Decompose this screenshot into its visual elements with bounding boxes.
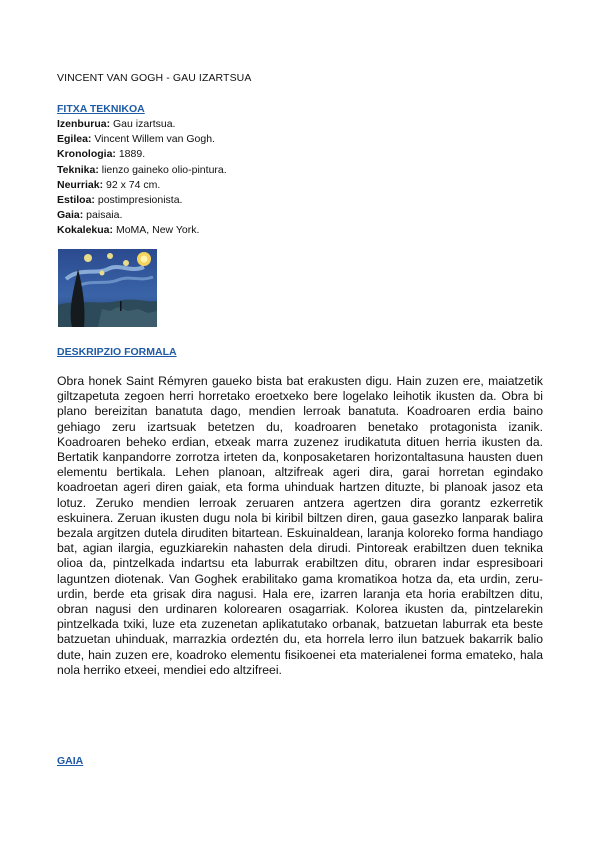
formal-description-paragraph: Obra honek Saint Rémyren gaueko bista bat erakusten digu. Hain zuzen ere, maiatzetik giltzapetuta zegoen herri horretako eroetxeko bere logelako leihotik ikusten da. Obra bi plano bereizitan banatuta dago, mendien lerroak banatuta. Koadroaren erdia baino gehiago zeru izartsuak betetzen du, koadroaren benetako protagonista izanik. Koadroaren beheko erdian, etxeak marra zuzenez irudikatuta dituen herria ikusten da. Bertatik kanpandorre zorrotza irteten da, konposaketaren horizontaltasuna hausten duen elementu bertikala. Lehen planoan, altzifreak ageri dira, garai horretan egindako koadroetan ageri diren gaiak, eta forma uhinduak hartzen dituzte, bi planoak jasoz eta lotuz. Zeruko mendien lerroak zeruaren antzera agertzen dira gorantz ezkerretik eskuinera. Zeruan ikusten dugu nola bi kiribil biltzen diren, gaua gasezko lanparak balira bezala argitzen dutela diruditen bitartean. Eskuinaldean, laranja koloreko forma handiago bat, agian ilargia, eguzkiarekin nahasten dela dirudi. Pintoreak erabiltzen duen teknika olioa da, pintzelkada indartsu eta laburrak erabiltzen ditu, obraren indar espresiboari laguntzen diotenak. Van Goghek erabilitako gama kromatikoa hotza da, eta urdin, zeru-urdin, berde eta grisak dira nagusi. Hala ere, izarren laranja eta horia erabiltzen ditu, obran nagusi den urdinaren kolorearen osagarriak. Kolorea ikusten da, pintzelarekin pintzelkada txiki, luze eta zuzenetan aplikatutako orbanak, batzuetan laburrak eta beste batzuetan uhinduak, marrazkia ordeztén du, eta horrela lerro ilun batzuek bakarrik balio dute, hain zuzen ere, koadroko elementu fisikoenei eta materialenei forma emateko, hala nola herriko etxeei, mendiei edo altzifreei. bbox=[57, 374, 543, 677]
tech-row bbox=[57, 147, 227, 162]
document-title: VINCENT VAN GOGH - GAU IZARTSUA bbox=[57, 72, 252, 84]
tech-row bbox=[57, 208, 227, 223]
tech-row bbox=[57, 223, 227, 238]
tech-row-label: Egilea: bbox=[57, 133, 92, 146]
tech-row-value: Gau izartsua. bbox=[110, 118, 176, 130]
tech-row bbox=[57, 193, 227, 208]
tech-row-label: Izenburua: bbox=[57, 118, 111, 130]
tech-row bbox=[57, 132, 227, 147]
tech-row-value: paisaia. bbox=[83, 209, 123, 222]
tech-row-label: Teknika: bbox=[57, 163, 99, 176]
starry-night-painting-thumbnail bbox=[58, 249, 157, 327]
tech-row-value: postimpresionista. bbox=[94, 194, 183, 207]
tech-row-label: Kronologia: bbox=[57, 148, 116, 161]
tech-row bbox=[57, 117, 227, 132]
fitxa-teknikoa-heading[interactable]: FITXA TEKNIKOA bbox=[57, 103, 145, 115]
gaia-heading[interactable]: GAIA bbox=[57, 755, 84, 767]
tech-row bbox=[57, 178, 227, 193]
tech-row-value: MoMA, New York. bbox=[113, 224, 200, 237]
tech-row-value: lienzo gaineko olio-pintura. bbox=[98, 163, 227, 176]
tech-row-value: Vincent Willem van Gogh. bbox=[91, 133, 215, 146]
deskripzio-formala-heading[interactable]: DESKRIPZIO FORMALA bbox=[57, 346, 177, 358]
tech-row-value: 92 x 74 cm. bbox=[103, 178, 161, 191]
tech-row-label: Estiloa: bbox=[57, 194, 95, 207]
tech-row-value: 1889. bbox=[115, 148, 146, 161]
tech-row-label: Kokalekua: bbox=[57, 224, 114, 237]
tech-row bbox=[57, 163, 227, 178]
tech-row-label: Gaia: bbox=[57, 209, 84, 222]
technical-sheet bbox=[57, 117, 227, 239]
tech-row-label: Neurriak: bbox=[57, 178, 104, 191]
